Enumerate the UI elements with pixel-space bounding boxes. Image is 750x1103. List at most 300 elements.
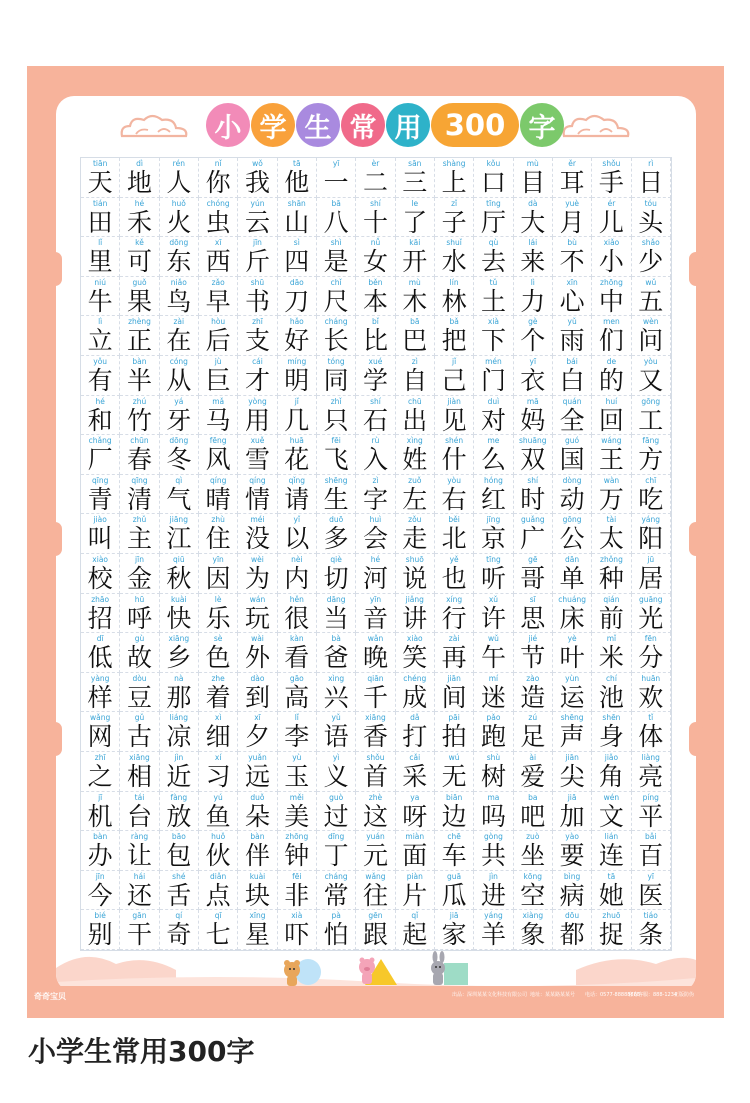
character-cell: [238, 514, 277, 554]
character-cell: [514, 198, 553, 238]
pinyin-label: chuáng: [558, 594, 586, 604]
pinyin-label: huān: [641, 673, 661, 683]
character-cell: [474, 554, 513, 594]
character-cell: [238, 277, 277, 317]
hanzi-character: 个: [520, 326, 546, 356]
hanzi-character: 支: [244, 326, 270, 356]
character-cell: [278, 831, 317, 871]
character-cell: [317, 158, 356, 198]
hanzi-character: 相: [126, 761, 152, 791]
hanzi-character: 开: [402, 247, 428, 277]
character-cell: [356, 871, 395, 911]
pinyin-label: jǐ: [452, 356, 457, 366]
hanzi-character: 下: [480, 326, 506, 356]
pinyin-label: shū: [250, 277, 265, 287]
character-cell: [435, 237, 474, 277]
character-cell: [474, 237, 513, 277]
hanzi-character: 运: [559, 682, 585, 712]
character-cell: [317, 871, 356, 911]
character-cell: [160, 237, 199, 277]
hanzi-character: 姓: [402, 445, 428, 475]
character-cell: [199, 514, 238, 554]
character-cell: [514, 910, 553, 950]
character-cell: [435, 752, 474, 792]
title-char: 生: [296, 103, 340, 147]
pinyin-label: wǎng: [365, 871, 386, 881]
character-cell: [396, 158, 435, 198]
hanzi-character: 以: [284, 524, 310, 554]
right-notch-middle: [689, 522, 703, 556]
character-cell: [474, 514, 513, 554]
pinyin-label: gòng: [484, 832, 503, 842]
pinyin-label: zhōng: [600, 277, 623, 287]
hanzi-character: 马: [205, 405, 231, 435]
hanzi-character: 自: [402, 365, 428, 395]
hanzi-character: 病: [559, 880, 585, 910]
hanzi-character: 分: [638, 643, 664, 673]
hanzi-character: 义: [323, 761, 349, 791]
pinyin-label: wáng: [601, 436, 622, 446]
character-cell: [278, 554, 317, 594]
character-cell: [199, 158, 238, 198]
pinyin-label: xià: [291, 911, 303, 921]
character-cell: [553, 237, 592, 277]
character-cell: [317, 237, 356, 277]
character-cell: [553, 752, 592, 792]
pinyin-label: zǐ: [451, 198, 458, 208]
character-cell: [435, 712, 474, 752]
hanzi-character: 兴: [323, 682, 349, 712]
hanzi-character: 五: [638, 286, 664, 316]
hanzi-character: 看: [284, 643, 310, 673]
hanzi-character: 厂: [87, 445, 113, 475]
hanzi-character: 李: [284, 722, 310, 752]
pinyin-label: sī: [529, 594, 536, 604]
pinyin-label: wài: [251, 634, 264, 644]
character-cell: [632, 237, 671, 277]
character-cell: [120, 594, 159, 634]
pinyin-label: zú: [528, 713, 538, 723]
pinyin-label: yù: [292, 752, 302, 762]
pinyin-label: sè: [213, 634, 223, 644]
character-cell: [81, 198, 120, 238]
hanzi-character: 大: [520, 207, 546, 237]
character-cell: [514, 792, 553, 832]
character-cell: [199, 792, 238, 832]
pinyin-label: qián: [603, 594, 620, 604]
pinyin-label: dōu: [565, 911, 580, 921]
hanzi-character: 力: [520, 286, 546, 316]
hanzi-character: 居: [638, 563, 664, 593]
pinyin-label: niú: [94, 277, 106, 287]
character-cell: [160, 198, 199, 238]
pinyin-label: jīn: [95, 871, 105, 881]
hanzi-character: 冬: [166, 445, 192, 475]
hanzi-character: 边: [441, 801, 467, 831]
character-cell: [396, 712, 435, 752]
hanzi-character: 半: [126, 365, 152, 395]
character-cell: [435, 633, 474, 673]
hanzi-character: 没: [244, 524, 270, 554]
character-cell: [317, 277, 356, 317]
pinyin-label: wǒ: [252, 159, 263, 168]
pinyin-label: shé: [172, 871, 186, 881]
character-cell: [435, 594, 474, 634]
character-cell: [160, 871, 199, 911]
hanzi-character: 虫: [205, 207, 231, 237]
character-cell: [356, 237, 395, 277]
character-cell: [474, 356, 513, 396]
character-cell: [632, 594, 671, 634]
pinyin-label: fàng: [170, 792, 188, 802]
pinyin-label: chūn: [130, 436, 149, 446]
pinyin-label: duō: [329, 515, 344, 525]
character-cell: [120, 356, 159, 396]
hanzi-character: 入: [362, 445, 388, 475]
hanzi-character: 玉: [284, 761, 310, 791]
left-cloud-icon: [118, 112, 190, 142]
character-cell: [396, 475, 435, 515]
character-cell: [317, 475, 356, 515]
character-cell: [238, 633, 277, 673]
character-cell: [514, 673, 553, 713]
character-cell: [592, 712, 631, 752]
character-cell: [592, 475, 631, 515]
hanzi-character: 单: [559, 563, 585, 593]
character-cell: [435, 396, 474, 436]
pinyin-label: yún: [250, 198, 265, 208]
character-cell: [474, 594, 513, 634]
character-cell: [356, 475, 395, 515]
character-cell: [474, 712, 513, 752]
pinyin-label: fēi: [331, 436, 341, 446]
character-cell: [160, 396, 199, 436]
hanzi-character: 请: [284, 484, 310, 514]
hanzi-character: 呀: [402, 801, 428, 831]
pinyin-label: wán: [249, 594, 266, 604]
hanzi-character: 很: [284, 603, 310, 633]
hanzi-character: 京: [480, 524, 506, 554]
hanzi-character: 也: [441, 563, 467, 593]
pinyin-label: rén: [172, 159, 185, 168]
character-cell: [553, 831, 592, 871]
pinyin-label: ài: [529, 752, 537, 762]
character-cell: [317, 356, 356, 396]
pinyin-label: jīn: [253, 238, 262, 248]
hanzi-character: 爸: [323, 643, 349, 673]
hanzi-character: 打: [402, 722, 428, 752]
pinyin-label: qù: [488, 238, 499, 248]
pinyin-label: qī: [214, 911, 222, 921]
hanzi-character: 竹: [126, 405, 152, 435]
pinyin-label: mù: [526, 159, 539, 168]
hanzi-character: 干: [126, 920, 152, 950]
hanzi-character: 点: [205, 880, 231, 910]
hanzi-character: 北: [441, 524, 467, 554]
character-cell: [199, 673, 238, 713]
hanzi-character: 了: [402, 207, 428, 237]
pinyin-label: tái: [134, 792, 145, 802]
pinyin-label: jiā: [449, 911, 459, 921]
hanzi-character: 的: [598, 365, 624, 395]
hanzi-character: 这: [362, 801, 388, 831]
character-cell: [120, 792, 159, 832]
hanzi-character: 人: [166, 168, 192, 197]
pinyin-label: tiáo: [643, 911, 658, 921]
hanzi-character: 光: [638, 603, 664, 633]
pinyin-label: zhǐ: [330, 396, 342, 406]
pinyin-label: kuài: [171, 594, 187, 604]
pinyin-label: yáng: [484, 911, 503, 921]
hanzi-character: 捉: [598, 920, 624, 950]
character-cell: [356, 277, 395, 317]
hanzi-character: 儿: [598, 207, 624, 237]
pinyin-label: běi: [448, 515, 460, 525]
character-cell: [199, 633, 238, 673]
pinyin-label: yá: [174, 396, 184, 406]
character-cell: [81, 514, 120, 554]
hanzi-character: 万: [598, 484, 624, 514]
pinyin-label: niǎo: [170, 277, 187, 287]
character-cell: [120, 633, 159, 673]
hanzi-character: 伙: [205, 841, 231, 871]
character-cell: [396, 910, 435, 950]
hanzi-character: 瓜: [441, 880, 467, 910]
hanzi-character: 吓: [284, 920, 310, 950]
pinyin-label: yīn: [369, 594, 382, 604]
pinyin-label: ba: [528, 792, 538, 802]
character-cell: [396, 316, 435, 356]
bear-circle-icon: [280, 954, 324, 988]
pinyin-label: méi: [250, 515, 265, 525]
hanzi-character: 们: [598, 326, 624, 356]
hanzi-character: 情: [244, 484, 270, 514]
hanzi-character: 白: [559, 365, 585, 395]
pinyin-label: bàn: [93, 832, 108, 842]
character-cell: [278, 673, 317, 713]
character-cell: [160, 475, 199, 515]
hanzi-character: 百: [638, 841, 664, 871]
caption: 小学生常用300字: [28, 1035, 255, 1068]
character-cell: [474, 198, 513, 238]
hanzi-character: 样: [87, 682, 113, 712]
pinyin-label: zuò: [526, 832, 540, 842]
pinyin-label: zhǔ: [132, 515, 147, 525]
hanzi-character: 当: [323, 603, 349, 633]
hanzi-character: 上: [441, 168, 467, 197]
character-cell: [592, 237, 631, 277]
pinyin-label: měi: [289, 792, 304, 802]
pinyin-label: bié: [94, 911, 106, 921]
character-cell: [474, 396, 513, 436]
pinyin-label: jiǎo: [604, 752, 619, 762]
hanzi-character: 有: [87, 365, 113, 395]
hanzi-character: 包: [166, 841, 192, 871]
pinyin-label: gē: [528, 554, 538, 564]
rabbit-square-icon: [426, 951, 472, 987]
pinyin-label: dōng: [169, 238, 189, 248]
pinyin-label: zhī: [252, 317, 263, 327]
hanzi-character: 主: [126, 524, 152, 554]
character-cell: [553, 871, 592, 911]
hanzi-character: 见: [441, 405, 467, 435]
character-cell: [514, 237, 553, 277]
character-cell: [278, 316, 317, 356]
pinyin-label: yì: [332, 752, 340, 762]
right-cloud-icon: [560, 112, 632, 142]
pinyin-label: dào: [250, 673, 265, 683]
pinyin-label: qíng: [209, 475, 227, 485]
hanzi-character: 今: [87, 880, 113, 910]
pinyin-label: piàn: [406, 871, 423, 881]
character-cell: [435, 356, 474, 396]
character-cell: [396, 396, 435, 436]
left-notch-top: [48, 252, 62, 286]
character-cell: [238, 475, 277, 515]
pinyin-label: yuǎn: [248, 752, 267, 762]
pinyin-label: tián: [92, 198, 108, 208]
pinyin-label: tài: [606, 515, 617, 525]
hanzi-character: 要: [559, 841, 585, 871]
pinyin-label: fēi: [292, 871, 302, 881]
hanzi-character: 只: [323, 405, 349, 435]
pinyin-label: zào: [526, 673, 540, 683]
hanzi-character: 办: [87, 841, 113, 871]
character-cell: [160, 712, 199, 752]
pinyin-label: rì: [648, 159, 654, 168]
pinyin-label: yòng: [248, 396, 267, 406]
pinyin-label: kōng: [523, 871, 542, 881]
hanzi-character: 条: [638, 920, 664, 950]
hanzi-character: 八: [323, 207, 349, 237]
pinyin-label: xīn: [566, 277, 578, 287]
pinyin-label: de: [606, 356, 617, 366]
pinyin-label: xí: [214, 752, 222, 762]
character-cell: [553, 158, 592, 198]
hanzi-character: 好: [284, 326, 310, 356]
hanzi-character: 进: [480, 880, 506, 910]
pinyin-label: wǎn: [367, 634, 384, 644]
hanzi-character: 东: [166, 247, 192, 277]
character-cell: [160, 435, 199, 475]
pinyin-label: kě: [135, 238, 144, 248]
hanzi-character: 吃: [638, 484, 664, 514]
pinyin-label: yàng: [90, 673, 110, 683]
hanzi-character: 山: [284, 207, 310, 237]
pinyin-label: pà: [331, 911, 341, 921]
hanzi-character: 不: [559, 247, 585, 277]
hanzi-character: 都: [559, 920, 585, 950]
pinyin-label: xiāng: [129, 752, 150, 762]
character-cell: [160, 554, 199, 594]
character-cell: [160, 633, 199, 673]
hanzi-character: 时: [520, 484, 546, 514]
pinyin-label: dāo: [289, 277, 304, 287]
character-cell: [238, 396, 277, 436]
character-cell: [278, 475, 317, 515]
title-char: 学: [251, 103, 295, 147]
hanzi-character: 家: [441, 920, 467, 950]
pinyin-label: gān: [132, 911, 147, 921]
character-cell: [592, 554, 631, 594]
hanzi-character: 十: [362, 207, 388, 237]
pinyin-label: xué: [368, 356, 383, 366]
hanzi-character: 方: [638, 445, 664, 475]
hanzi-character: 女: [362, 247, 388, 277]
pinyin-label: ma: [487, 792, 500, 802]
pinyin-label: dī: [96, 634, 104, 644]
pinyin-label: chī: [645, 475, 657, 485]
pinyin-label: duǒ: [250, 792, 265, 802]
hanzi-character: 禾: [126, 207, 152, 237]
character-cell: [356, 633, 395, 673]
hanzi-character: 午: [480, 643, 506, 673]
character-cell: [278, 712, 317, 752]
hanzi-character: 回: [598, 405, 624, 435]
pinyin-label: yī: [529, 356, 537, 366]
pinyin-label: shí: [527, 475, 539, 485]
pinyin-label: gōng: [562, 515, 582, 525]
character-cell: [278, 752, 317, 792]
hanzi-character: 亮: [638, 761, 664, 791]
hanzi-character: 香: [362, 722, 388, 752]
pinyin-label: xìng: [406, 436, 423, 446]
character-cell: [120, 475, 159, 515]
hanzi-character: 片: [402, 880, 428, 910]
pinyin-label: zhuō: [602, 911, 621, 921]
hanzi-character: 早: [205, 286, 231, 316]
hanzi-character: 采: [402, 761, 428, 791]
pinyin-label: zhī: [94, 752, 106, 762]
hanzi-character: 雨: [559, 326, 585, 356]
character-cell: [396, 752, 435, 792]
character-cell: [435, 792, 474, 832]
pinyin-label: guó: [565, 436, 580, 446]
pinyin-label: cóng: [169, 356, 188, 366]
pinyin-label: lè: [214, 594, 222, 604]
character-cell: [120, 712, 159, 752]
pinyin-label: mǎ: [212, 396, 225, 406]
pinyin-label: gè: [528, 317, 538, 327]
hanzi-character: 对: [480, 405, 506, 435]
hanzi-character: 阳: [638, 524, 664, 554]
character-cell: [317, 316, 356, 356]
pinyin-label: tā: [607, 871, 616, 881]
pinyin-label: liáng: [169, 713, 188, 723]
hanzi-character: 刀: [284, 286, 310, 316]
hanzi-character: 米: [598, 643, 624, 673]
pinyin-label: qiān: [367, 673, 384, 683]
pinyin-label: jiǎng: [405, 594, 424, 604]
character-cell: [592, 871, 631, 911]
character-cell: [199, 752, 238, 792]
hanzi-character: 还: [126, 880, 152, 910]
pinyin-label: hé: [95, 396, 105, 406]
hanzi-character: 成: [402, 682, 428, 712]
pinyin-label: lái: [528, 238, 538, 248]
character-cell: [632, 277, 671, 317]
pinyin-label: shí: [370, 396, 381, 406]
pinyin-label: hé: [134, 198, 145, 208]
hanzi-character: 么: [480, 445, 506, 475]
hanzi-character: 美: [284, 801, 310, 831]
hanzi-character: 才: [244, 365, 270, 395]
hanzi-character: 机: [87, 801, 113, 831]
hanzi-character: 江: [166, 524, 192, 554]
pinyin-label: chē: [447, 832, 461, 842]
hanzi-character: 故: [126, 643, 152, 673]
hanzi-character: 把: [441, 326, 467, 356]
